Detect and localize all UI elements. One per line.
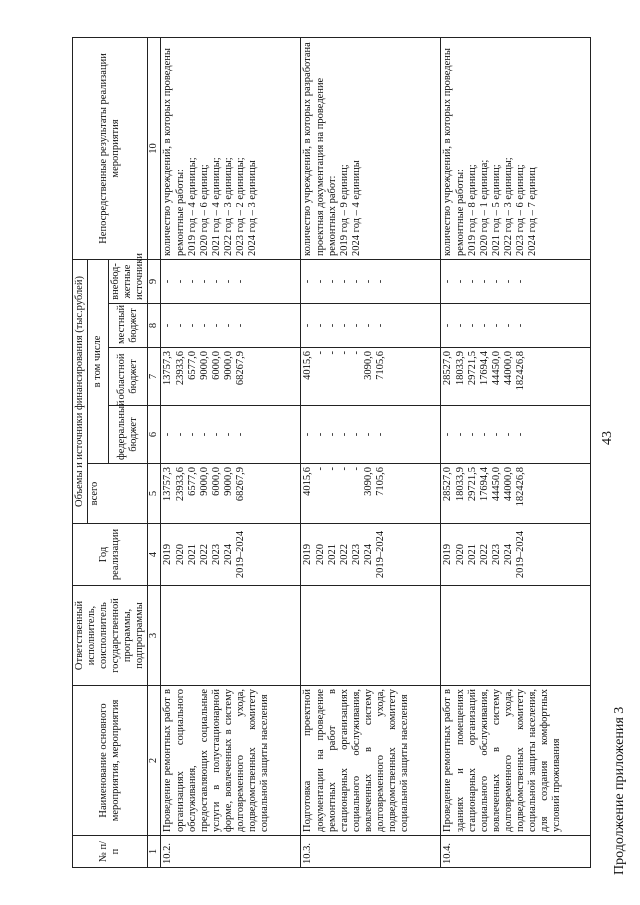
total-amount-value: - [326, 467, 338, 471]
local-amount-value: - [302, 323, 314, 328]
column-number-row [148, 37, 161, 867]
results-text [161, 37, 301, 259]
continuation-label: Продолжение приложения 3 [612, 706, 627, 875]
total-amount-value: 3090,0 [362, 467, 374, 496]
offbudget-amount-value: - [442, 279, 454, 284]
year-list-value: 2021 [466, 544, 478, 565]
row-number: 10.4. [441, 836, 591, 868]
year-list-value: 2024 [222, 544, 234, 565]
column-number: 4 [148, 524, 161, 586]
local-amount-value: - [490, 323, 502, 328]
offbudget-amount-value: - [198, 279, 210, 284]
year-list-value: 2022 [478, 544, 490, 565]
offbudget-amount-value: - [350, 279, 362, 284]
local-amount [301, 304, 441, 348]
table-row [301, 37, 441, 867]
year-list-value: 2020 [314, 544, 326, 565]
year-list [161, 524, 301, 586]
offbudget-amount-value: - [502, 279, 514, 284]
results-text-value: количество учреждений, в которых разработана проектная документация на проведение ремонтных работ: [302, 42, 338, 256]
header-federal: федеральный бюджет [109, 406, 148, 464]
table-row [441, 37, 591, 867]
local-amount-value: - [374, 323, 386, 328]
column-number: 6 [148, 406, 161, 464]
total-amount-value: 68267,9 [234, 467, 246, 502]
measure-name: Проведение ремонтных работ в зданиях и помещениях стационарных организаций социального обслуживания, вовлеченных в систему долговременного ухода, подведомственных комитету социальной защиты населения, для создания комфортных условий проживания [441, 686, 591, 836]
results-text-value: количество учреждений, в которых проведены ремонтные работы: [442, 48, 466, 256]
total-amount [301, 464, 441, 524]
local-amount-value: - [210, 323, 222, 328]
header-including: в том числе [88, 259, 109, 463]
regional-amount-value: 29721,5 [466, 351, 478, 386]
offbudget-amount-value: - [338, 279, 350, 284]
offbudget-amount-value: - [210, 279, 222, 284]
local-amount [161, 304, 301, 348]
header-funding: Объемы и источники финансирования (тыс.рублей) [73, 259, 88, 523]
year-list [441, 524, 591, 586]
federal-amount-value: - [454, 432, 466, 437]
column-number: 7 [148, 348, 161, 406]
federal-amount-value: - [222, 432, 234, 437]
local-amount-value: - [174, 323, 186, 328]
measure-name: Проведение ремонтных работ в организациях социального обслуживания, предоставляющих социальные услуги в полустационарной форме, вовлеченных в систему долговременного ухода, подведомственных комитету социальной защиты населения [161, 686, 301, 836]
local-amount-value: - [350, 323, 362, 328]
total-amount-value: 6577,0 [186, 467, 198, 496]
federal-amount-value: - [442, 432, 454, 437]
federal-amount-value: - [514, 432, 526, 437]
regional-amount-value: 9000,0 [222, 351, 234, 380]
year-list-value: 2020 [174, 544, 186, 565]
executor [161, 586, 301, 686]
total-amount-value: - [350, 467, 362, 471]
regional-amount-value: 6000,0 [210, 351, 222, 380]
table-row [161, 37, 301, 867]
federal-amount-value: - [490, 432, 502, 437]
federal-amount-value: - [198, 432, 210, 437]
local-amount-value: - [326, 323, 338, 328]
total-amount-value: 9000,0 [222, 467, 234, 496]
regional-amount [301, 348, 441, 406]
local-amount-value: - [514, 323, 526, 328]
column-number: 3 [148, 586, 161, 686]
row-number: 10.2. [161, 836, 301, 868]
row-number: 10.3. [301, 836, 441, 868]
regional-amount-value: - [326, 351, 338, 355]
header-results: Непосредственные результаты реализации мероприятия [73, 37, 148, 259]
header-total: всего [88, 464, 148, 524]
regional-amount-value: 7105,6 [374, 351, 386, 380]
year-list-value: 2019 [442, 544, 454, 565]
regional-amount-value: 13757,3 [162, 351, 174, 386]
federal-amount [441, 406, 591, 464]
offbudget-amount-value: - [478, 279, 490, 284]
results-text-value: 2024 год – 3 единицы [246, 160, 258, 256]
federal-amount-value: - [314, 432, 326, 437]
results-text-value: 2021 год – 4 единицы; [210, 157, 222, 256]
results-text-value: количество учреждений, в которых проведены ремонтные работы: [162, 48, 186, 256]
regional-amount-value: - [338, 351, 350, 355]
column-number: 1 [148, 836, 161, 868]
year-list-value: 2021 [326, 544, 338, 565]
regional-amount-value: 28527,0 [442, 351, 454, 386]
federal-amount [161, 406, 301, 464]
offbudget-amount-value: - [314, 279, 326, 284]
total-amount-value: 9000,0 [198, 467, 210, 496]
total-amount-value: - [338, 467, 350, 471]
local-amount-value: - [338, 323, 350, 328]
column-number: 9 [148, 259, 161, 303]
total-amount-value: 6000,0 [210, 467, 222, 496]
local-amount-value: - [314, 323, 326, 328]
federal-amount-value: - [466, 432, 478, 437]
federal-amount-value: - [234, 432, 246, 437]
header-regional: областной бюджет [109, 348, 148, 406]
year-list-value: 2019 [162, 544, 174, 565]
regional-amount-value: 17694,4 [478, 351, 490, 386]
total-amount-value: 28527,0 [442, 467, 454, 502]
column-number: 8 [148, 304, 161, 348]
page-number: 43 [600, 431, 615, 445]
year-list-value: 2023 [490, 544, 502, 565]
federal-amount-value: - [502, 432, 514, 437]
results-text [441, 37, 591, 259]
local-amount [441, 304, 591, 348]
year-list-value: 2019–2024 [514, 530, 526, 579]
offbudget-amount-value: - [490, 279, 502, 284]
offbudget-amount [301, 259, 441, 303]
column-number: 5 [148, 464, 161, 524]
offbudget-amount-value: - [466, 279, 478, 284]
offbudget-amount [161, 259, 301, 303]
offbudget-amount-value: - [454, 279, 466, 284]
total-amount-value: 23933,6 [174, 467, 186, 502]
regional-amount-value: 44000,0 [502, 351, 514, 386]
table-body [161, 37, 591, 867]
year-list-value: 2022 [338, 544, 350, 565]
header-offbudget: внебюд-жетные источники [109, 259, 148, 303]
total-amount [161, 464, 301, 524]
local-amount-value: - [162, 323, 174, 328]
offbudget-amount-value: - [174, 279, 186, 284]
regional-amount-value: 18033,9 [454, 351, 466, 386]
offbudget-amount-value: - [374, 279, 386, 284]
year-list [301, 524, 441, 586]
federal-amount-value: - [302, 432, 314, 437]
total-amount-value: - [314, 467, 326, 471]
year-list-value: 2019–2024 [374, 530, 386, 579]
regional-amount-value: 182426,8 [514, 351, 526, 391]
results-text-value: 2019 год – 4 единицы; [186, 157, 198, 256]
offbudget-amount-value: - [514, 279, 526, 284]
results-text-value: 2019 год – 8 единиц; [466, 164, 478, 256]
local-amount-value: - [466, 323, 478, 328]
federal-amount-value: - [162, 432, 174, 437]
total-amount-value: 4015,6 [302, 467, 314, 496]
total-amount-value: 17694,4 [478, 467, 490, 502]
column-number: 10 [148, 37, 161, 259]
total-amount-value: 44000,0 [502, 467, 514, 502]
year-list-value: 2022 [198, 544, 210, 565]
results-text [301, 37, 441, 259]
results-text-value: 2023 год – 6 единиц; [514, 164, 526, 256]
header-num: № п/п [73, 836, 148, 868]
regional-amount-value: 44450,0 [490, 351, 502, 386]
local-amount-value: - [478, 323, 490, 328]
local-amount-value: - [198, 323, 210, 328]
regional-amount [441, 348, 591, 406]
regional-amount-value: 9000,0 [198, 351, 210, 380]
executor [441, 586, 591, 686]
offbudget-amount-value: - [222, 279, 234, 284]
measure-name: Подготовка проектной документации на проведение ремонтных работ в стационарных организациях социального обслуживания, вовлеченных в систему долговременного ухода, подведомственных комитету социальной защиты населения [301, 686, 441, 836]
results-text-value: 2020 год – 6 единиц; [198, 164, 210, 256]
local-amount-value: - [454, 323, 466, 328]
total-amount-value: 44450,0 [490, 467, 502, 502]
header-name: Наименование основного мероприятия, мероприятия [73, 686, 148, 836]
year-list-value: 2019–2024 [234, 530, 246, 579]
offbudget-amount-value: - [186, 279, 198, 284]
year-list-value: 2023 [210, 544, 222, 565]
regional-amount-value: 6577,0 [186, 351, 198, 380]
results-text-value: 2022 год – 3 единицы; [222, 157, 234, 256]
federal-amount-value: - [174, 432, 186, 437]
local-amount-value: - [502, 323, 514, 328]
results-text-value: 2024 год – 7 единиц [526, 167, 538, 256]
regional-amount [161, 348, 301, 406]
offbudget-amount-value: - [234, 279, 246, 284]
results-text-value: 2022 год – 3 единицы; [502, 157, 514, 256]
year-list-value: 2020 [454, 544, 466, 565]
year-list-value: 2024 [502, 544, 514, 565]
regional-amount-value: - [314, 351, 326, 355]
total-amount [441, 464, 591, 524]
year-list-value: 2021 [186, 544, 198, 565]
total-amount-value: 182426,8 [514, 467, 526, 507]
federal-amount [301, 406, 441, 464]
local-amount-value: - [186, 323, 198, 328]
regional-amount-value: 68267,9 [234, 351, 246, 386]
local-amount-value: - [362, 323, 374, 328]
program-table [72, 37, 591, 868]
total-amount-value: 29721,5 [466, 467, 478, 502]
regional-amount-value: 3090,0 [362, 351, 374, 380]
year-list-value: 2024 [362, 544, 374, 565]
local-amount-value: - [222, 323, 234, 328]
offbudget-amount-value: - [302, 279, 314, 284]
year-list-value: 2019 [302, 544, 314, 565]
regional-amount-value: 23933,6 [174, 351, 186, 386]
offbudget-amount-value: - [162, 279, 174, 284]
header-executor: Ответственный исполнитель, соисполнитель государственной программы, подпрограммы [73, 586, 148, 686]
results-text-value: 2020 год – 1 единица; [478, 159, 490, 256]
executor [301, 586, 441, 686]
header-year: Год реализации [73, 524, 148, 586]
header-local: местный бюджет [109, 304, 148, 348]
regional-amount-value: 4015,6 [302, 351, 314, 380]
total-amount-value: 13757,3 [162, 467, 174, 502]
results-text-value: 2021 год – 5 единиц; [490, 164, 502, 256]
offbudget-amount [441, 259, 591, 303]
offbudget-amount-value: - [362, 279, 374, 284]
total-amount-value: 7105,6 [374, 467, 386, 496]
federal-amount-value: - [478, 432, 490, 437]
offbudget-amount-value: - [326, 279, 338, 284]
results-text-value: 2019 год – 9 единиц; [338, 164, 350, 256]
results-text-value: 2023 год – 2 единицы; [234, 157, 246, 256]
year-list-value: 2023 [350, 544, 362, 565]
results-text-value: 2024 год – 4 единицы [350, 160, 362, 256]
federal-amount-value: - [186, 432, 198, 437]
federal-amount-value: - [326, 432, 338, 437]
federal-amount-value: - [350, 432, 362, 437]
federal-amount-value: - [210, 432, 222, 437]
table-container [72, 38, 592, 868]
regional-amount-value: - [350, 351, 362, 355]
local-amount-value: - [234, 323, 246, 328]
column-number: 2 [148, 686, 161, 836]
federal-amount-value: - [362, 432, 374, 437]
federal-amount-value: - [374, 432, 386, 437]
local-amount-value: - [442, 323, 454, 328]
federal-amount-value: - [338, 432, 350, 437]
total-amount-value: 18033,9 [454, 467, 466, 502]
